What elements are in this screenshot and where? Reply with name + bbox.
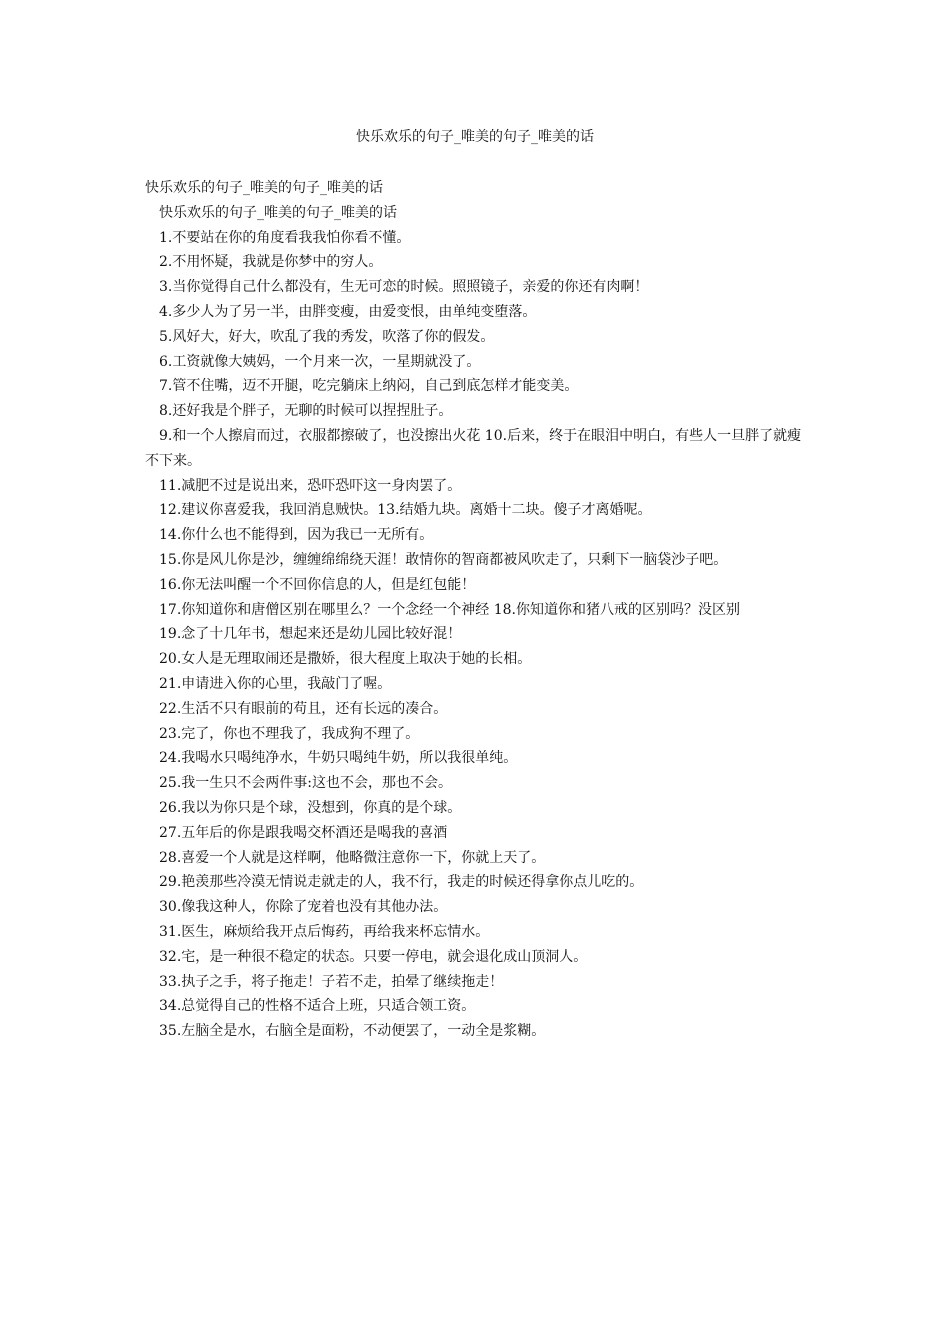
document-body <box>145 176 807 1044</box>
sentence-item: 1.不要站在你的角度看我我怕你看不懂。 <box>159 229 411 246</box>
sentence-list <box>145 226 807 1044</box>
sentence-item: 17.你知道你和唐僧区别在哪里么？一个念经一个神经 18.你知道你和猪八戒的区别吗？没区别 <box>159 601 740 618</box>
sentence-item: 16.你无法叫醒一个不回你信息的人，但是红包能！ <box>159 576 476 593</box>
sentence-item: 29.艳羡那些冷漠无情说走就走的人，我不行，我走的时候还得拿你点儿吃的。 <box>159 874 644 891</box>
sentence-item: 34.总觉得自己的性格不适合上班，只适合领工资。 <box>159 998 476 1015</box>
sentence-item: 20.女人是无理取闹还是撒娇，很大程度上取决于她的长相。 <box>159 651 532 668</box>
document-subheading: 快乐欢乐的句子_唯美的句子_唯美的话 <box>159 204 397 221</box>
sentence-item: 11.减肥不过是说出来，恐吓恐吓这一身肉罢了。 <box>159 477 462 494</box>
sentence-item: 12.建议你喜爱我，我回消息贼快。13.结婚九块。离婚十二块。傻子才离婚呢。 <box>159 502 652 519</box>
sentence-item: 22.生活不只有眼前的苟且，还有长远的凑合。 <box>159 700 448 717</box>
sentence-item: 21.申请进入你的心里，我敲门了喔。 <box>159 675 392 692</box>
sentence-item: 5.风好大，好大，吹乱了我的秀发，吹落了你的假发。 <box>159 328 495 345</box>
sentence-item: 28.喜爱一个人就是这样啊，他略微注意你一下，你就上天了。 <box>159 849 546 866</box>
sentence-item: 2.不用怀疑，我就是你梦中的穷人。 <box>159 254 383 271</box>
sentence-item: 35.左脑全是水，右脑全是面粉，不动便罢了，一动全是浆糊。 <box>159 1023 546 1040</box>
sentence-item: 14.你什么也不能得到，因为我已一无所有。 <box>159 527 434 544</box>
sentence-item: 6.工资就像大姨妈，一个月来一次，一星期就没了。 <box>159 353 481 370</box>
sentence-item: 19.念了十几年书，想起来还是幼儿园比较好混！ <box>159 626 462 643</box>
sentence-item: 15.你是风儿你是沙，缠缠绵绵绕天涯！敢情你的智商都被风吹走了，只剩下一脑袋沙子吧。 <box>159 551 728 568</box>
sentence-item: 4.多少人为了另一半，由胖变瘦，由爱变恨，由单纯变堕落。 <box>159 303 537 320</box>
sentence-item: 27.五年后的你是跟我喝交杯酒还是喝我的喜酒 <box>159 824 448 841</box>
sentence-item: 30.像我这种人，你除了宠着也没有其他办法。 <box>159 899 448 916</box>
sentence-item: 31.医生，麻烦给我开点后悔药，再给我来杯忘情水。 <box>159 923 490 940</box>
document-title: 快乐欢乐的句子_唯美的句子_唯美的话 <box>356 129 594 145</box>
sentence-item: 32.宅，是一种很不稳定的状态。只要一停电，就会退化成山顶洞人。 <box>159 948 588 965</box>
sentence-item: 25.我一生只不会两件事:这也不会，那也不会。 <box>159 775 452 792</box>
sentence-item: 24.我喝水只喝纯净水，牛奶只喝纯牛奶，所以我很单纯。 <box>159 750 518 767</box>
sentence-item: 8.还好我是个胖子，无聊的时候可以捏捏肚子。 <box>159 403 453 420</box>
sentence-item: 7.管不住嘴，迈不开腿，吃完躺床上纳闷，自己到底怎样才能变美。 <box>159 378 579 395</box>
sentence-item: 33.执子之手，将子拖走！子若不走，拍晕了继续拖走！ <box>159 973 504 990</box>
sentence-item: 3.当你觉得自己什么都没有，生无可恋的时候。照照镜子，亲爱的你还有肉啊！ <box>159 279 649 296</box>
sentence-item: 26.我以为你只是个球，没想到，你真的是个球。 <box>159 799 462 816</box>
sentence-item: 23.完了，你也不理我了，我成狗不理了。 <box>159 725 420 742</box>
sentence-item: 9.和一个人擦肩而过，衣服都擦破了，也没擦出火花 10.后来，终于在眼泪中明白，有些人一旦胖了就瘦不下来。 <box>145 427 802 469</box>
document-heading: 快乐欢乐的句子_唯美的句子_唯美的话 <box>145 180 383 196</box>
